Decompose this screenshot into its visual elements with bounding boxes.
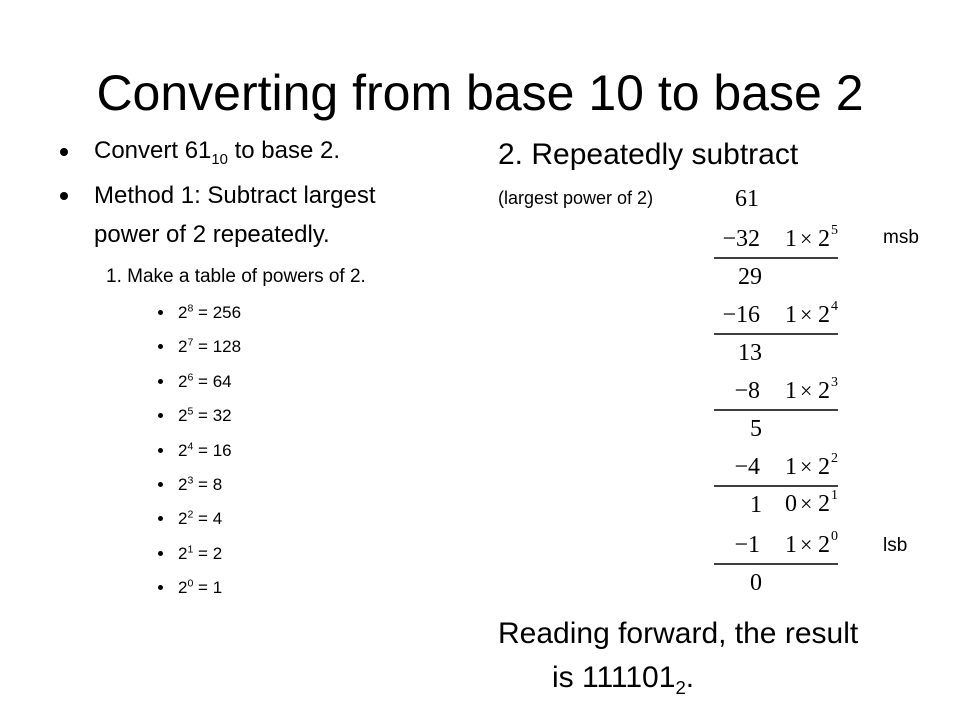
result-line2 bbox=[498, 656, 858, 700]
power-value: = 32 bbox=[193, 406, 232, 426]
power-value: = 256 bbox=[193, 303, 242, 322]
subtract-value: −4 bbox=[734, 454, 760, 480]
remainder-value: 29 bbox=[738, 264, 762, 290]
times-sign: × bbox=[800, 302, 813, 327]
exponent: 3 bbox=[831, 375, 838, 390]
bit-digit: 1 bbox=[785, 454, 797, 480]
remainder-value: 5 bbox=[750, 416, 762, 442]
remainder-value: 0 bbox=[750, 570, 762, 596]
power-bullet-dot bbox=[158, 448, 163, 453]
base-two: 2 bbox=[818, 302, 830, 328]
power-base: 2 bbox=[178, 578, 188, 598]
bullet-dot bbox=[60, 192, 68, 200]
power-base: 2 bbox=[178, 440, 188, 460]
subtract-value: −32 bbox=[722, 226, 760, 252]
bullet-method-line2: power of 2 repeatedly. bbox=[94, 221, 330, 248]
power-item bbox=[178, 474, 222, 496]
exponent: 1 bbox=[831, 488, 838, 503]
power-item bbox=[178, 336, 241, 358]
subtraction-steps bbox=[714, 223, 838, 596]
power-bullet-dot bbox=[158, 310, 163, 315]
power-bullet-dot bbox=[158, 585, 163, 590]
bit-digit: 1 bbox=[785, 378, 797, 404]
bit-digit: 1 bbox=[785, 302, 797, 328]
power-base: 2 bbox=[178, 475, 188, 494]
msb-label: msb bbox=[883, 227, 919, 248]
power-exponent: 6 bbox=[187, 371, 194, 384]
power-value: = 2 bbox=[193, 543, 223, 563]
power-bullet-dot bbox=[158, 379, 163, 384]
bullet-convert-suffix: to base 2. bbox=[227, 137, 341, 164]
base-subscript: 10 bbox=[211, 151, 228, 168]
result-line1: Reading forward, the result bbox=[498, 617, 859, 650]
power-exponent: 8 bbox=[187, 302, 194, 315]
times-sign: × bbox=[800, 226, 813, 251]
power-bullet-dot bbox=[158, 413, 163, 418]
power-exponent: 0 bbox=[187, 577, 194, 590]
power-exponent: 4 bbox=[187, 439, 194, 452]
bit-digit: 1 bbox=[785, 532, 797, 558]
base-two: 2 bbox=[818, 454, 830, 480]
exponent: 2 bbox=[831, 451, 838, 466]
start-value: 61 bbox=[735, 186, 759, 212]
times-sign: × bbox=[800, 532, 813, 557]
power-value: = 64 bbox=[193, 371, 232, 391]
power-item bbox=[178, 302, 241, 324]
power-base: 2 bbox=[178, 509, 188, 529]
bullet-convert-prefix: Convert 61 bbox=[94, 137, 212, 164]
power-item bbox=[178, 405, 232, 427]
power-value: = 16 bbox=[193, 440, 232, 460]
power-item bbox=[178, 577, 222, 599]
power-bullet-dot bbox=[158, 551, 163, 556]
exponent: 0 bbox=[831, 529, 838, 544]
result-text bbox=[498, 612, 858, 700]
power-exponent: 3 bbox=[187, 474, 194, 487]
power-item bbox=[178, 543, 222, 565]
base-two: 2 bbox=[818, 532, 830, 558]
power-base: 2 bbox=[178, 337, 188, 357]
power-value: = 128 bbox=[193, 337, 242, 357]
power-bullet-dot bbox=[158, 482, 163, 487]
result-prefix: is 111101 bbox=[552, 661, 676, 694]
bit-digit: 0 bbox=[785, 491, 797, 517]
power-value: = 8 bbox=[193, 475, 223, 494]
times-sign: × bbox=[800, 454, 813, 479]
power-bullet-dot bbox=[158, 516, 163, 521]
base-two: 2 bbox=[818, 491, 830, 517]
subtract-value: −16 bbox=[722, 302, 760, 328]
exponent: 4 bbox=[831, 299, 838, 314]
remainder-value: 13 bbox=[738, 340, 762, 366]
method-heading: 2. Repeatedly subtract bbox=[498, 138, 799, 171]
times-sign: × bbox=[800, 491, 813, 516]
power-exponent: 1 bbox=[187, 543, 194, 556]
power-base: 2 bbox=[178, 371, 188, 391]
page-title: Converting from base 10 to base 2 bbox=[96, 65, 864, 121]
power-exponent: 5 bbox=[187, 405, 194, 418]
bit-digit: 1 bbox=[785, 226, 797, 252]
times-sign: × bbox=[800, 378, 813, 403]
power-item bbox=[178, 508, 222, 530]
bullet-dot bbox=[60, 148, 68, 156]
power-item bbox=[178, 371, 232, 393]
power-item bbox=[178, 440, 232, 462]
method-subheading: (largest power of 2) bbox=[498, 188, 654, 208]
power-exponent: 7 bbox=[187, 336, 194, 349]
subtract-value: −1 bbox=[734, 532, 760, 558]
lsb-label: lsb bbox=[883, 535, 908, 556]
power-value: = 4 bbox=[193, 509, 223, 529]
bullet-method-line1: Method 1: Subtract largest bbox=[94, 182, 376, 209]
power-exponent: 2 bbox=[187, 508, 194, 521]
power-bullet-dot bbox=[158, 344, 163, 349]
base-two: 2 bbox=[818, 378, 830, 404]
result-suffix: . bbox=[685, 661, 695, 694]
power-base: 2 bbox=[178, 406, 188, 426]
step-make-table: 1. Make a table of powers of 2. bbox=[106, 266, 366, 287]
result-base-subscript: 2 bbox=[675, 677, 686, 698]
power-base: 2 bbox=[178, 303, 188, 322]
bullet-convert bbox=[94, 134, 340, 168]
exponent: 5 bbox=[831, 223, 838, 238]
power-value: = 1 bbox=[193, 578, 223, 598]
base-two: 2 bbox=[818, 226, 830, 252]
power-base: 2 bbox=[178, 543, 188, 563]
remainder-value: 1 bbox=[750, 492, 762, 518]
subtract-value: −8 bbox=[734, 378, 760, 404]
subtraction-work bbox=[700, 180, 850, 600]
